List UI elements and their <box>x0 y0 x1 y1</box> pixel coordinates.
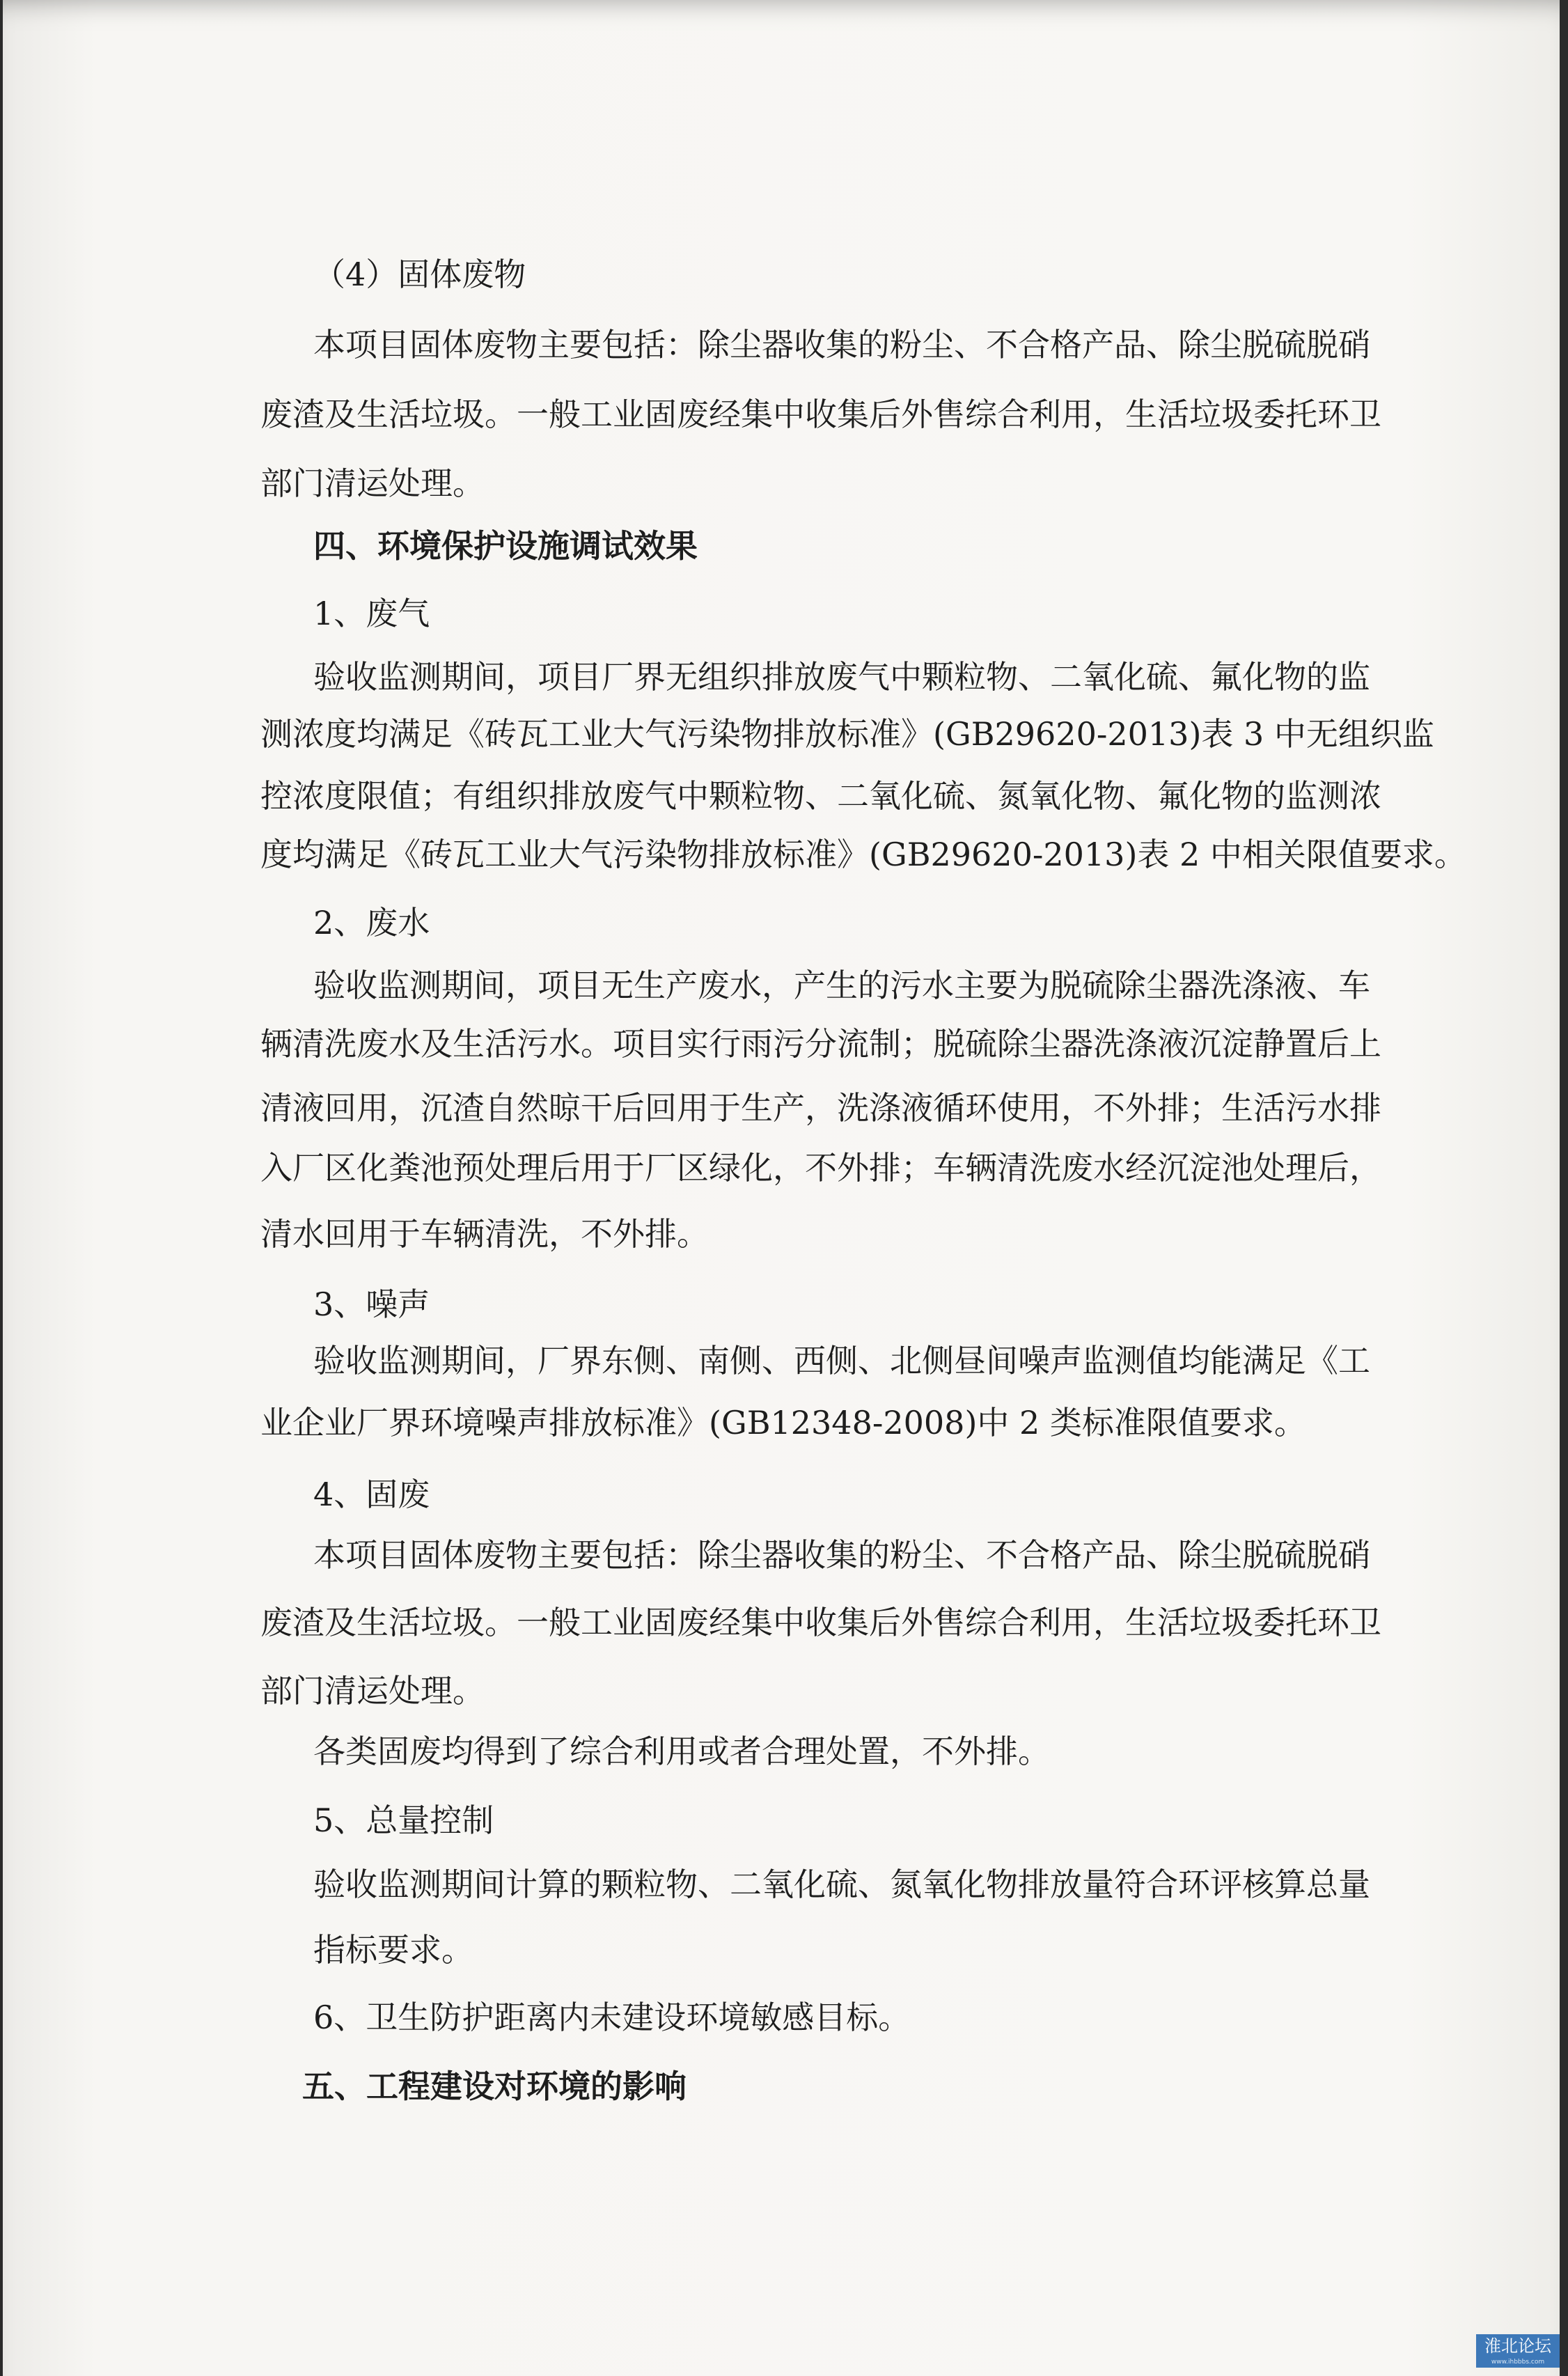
subheading-total-control: 5、总量控制 <box>313 1801 494 1839</box>
watermark-title: 淮北论坛 <box>1484 2336 1551 2356</box>
watermark-url: www.ihbbbs.com <box>1491 2359 1545 2366</box>
paragraph-line: 辆清洗废水及生活污水。项目实行雨污分流制；脱硫除尘器洗涤液沉淀静置后上 <box>260 1025 1381 1063</box>
paragraph-line: 本项目固体废物主要包括：除尘器收集的粉尘、不合格产品、除尘脱硫脱硝 <box>313 326 1370 364</box>
paragraph-line: 业企业厂界环境噪声排放标准》(GB12348-2008)中 2 类标准限值要求。 <box>260 1404 1306 1441</box>
document-page <box>3 0 1560 2376</box>
paragraph-line: 本项目固体废物主要包括：除尘器收集的粉尘、不合格产品、除尘脱硫脱硝 <box>313 1536 1370 1574</box>
heading-section-four: 四、环境保护设施调试效果 <box>313 527 698 565</box>
paragraph-line: 度均满足《砖瓦工业大气污染物排放标准》(GB29620-2013)表 2 中相关限值要求。 <box>260 836 1466 873</box>
paragraph-line: 验收监测期间计算的颗粒物、二氧化硫、氮氧化物排放量符合环评核算总量 <box>313 1866 1370 1903</box>
paragraph-line: 清水回用于车辆清洗，不外排。 <box>260 1215 709 1253</box>
heading-section-five: 五、工程建设对环境的影响 <box>302 2068 687 2105</box>
paragraph-line: 指标要求。 <box>313 1931 473 1969</box>
paragraph-line: 废渣及生活垃圾。一般工业固废经集中收集后外售综合利用，生活垃圾委托环卫 <box>260 396 1381 433</box>
paragraph-line: 入厂区化粪池预处理后用于厂区绿化，不外排；车辆清洗废水经沉淀池处理后， <box>260 1149 1381 1187</box>
paragraph-line: 废渣及生活垃圾。一般工业固废经集中收集后外售综合利用，生活垃圾委托环卫 <box>260 1604 1381 1641</box>
paragraph-line: 各类固废均得到了综合利用或者合理处置，不外排。 <box>313 1733 1050 1770</box>
subheading-noise: 3、噪声 <box>313 1285 430 1323</box>
paragraph-line: 验收监测期间，厂界东侧、南侧、西侧、北侧昼间噪声监测值均能满足《工 <box>313 1342 1370 1380</box>
paragraph-line: 6、卫生防护距离内未建设环境敏感目标。 <box>313 1999 911 2036</box>
section-title-solid-waste: （4）固体废物 <box>313 256 526 293</box>
subheading-solid-waste: 4、固废 <box>313 1476 430 1513</box>
subheading-exhaust-gas: 1、废气 <box>313 595 430 632</box>
paragraph-line: 验收监测期间，项目无生产废水，产生的污水主要为脱硫除尘器洗涤液、车 <box>313 967 1370 1004</box>
paragraph-line: 部门清运处理。 <box>260 464 485 502</box>
paragraph-line: 部门清运处理。 <box>260 1672 485 1710</box>
paragraph-line: 控浓度限值；有组织排放废气中颗粒物、二氧化硫、氮氧化物、氟化物的监测浓 <box>260 777 1381 815</box>
paragraph-line: 清液回用，沉渣自然晾干后回用于生产，洗涤液循环使用，不外排；生活污水排 <box>260 1089 1381 1127</box>
watermark-logo <box>1476 2334 1560 2368</box>
subheading-wastewater: 2、废水 <box>313 904 430 941</box>
paragraph-line: 验收监测期间，项目厂界无组织排放废气中颗粒物、二氧化硫、氟化物的监 <box>313 658 1370 696</box>
paragraph-line: 测浓度均满足《砖瓦工业大气污染物排放标准》(GB29620-2013)表 3 中无组织监 <box>260 715 1434 753</box>
